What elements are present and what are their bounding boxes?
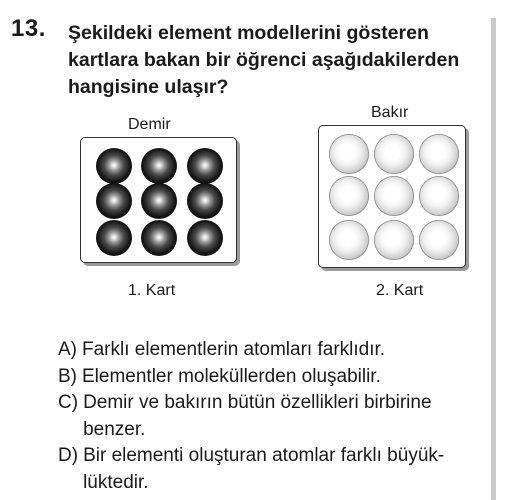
option-c[interactable] bbox=[58, 390, 488, 443]
iron-atom bbox=[141, 183, 177, 219]
copper-atom bbox=[374, 134, 414, 174]
card-1-caption: 1. Kart bbox=[128, 282, 176, 299]
iron-atom bbox=[187, 183, 223, 219]
copper-atom bbox=[419, 220, 459, 260]
option-letter: A) bbox=[58, 339, 77, 360]
iron-atom bbox=[96, 220, 132, 256]
card-2-caption: 2. Kart bbox=[376, 282, 424, 299]
question-stem: Şekildeki element modellerini gösteren kartlara bakan bir öğrenci aşağıdakilerden hangisine ulaşır? bbox=[68, 22, 460, 98]
copper-atom bbox=[374, 176, 414, 216]
iron-atom bbox=[141, 148, 177, 184]
option-a[interactable] bbox=[58, 337, 488, 364]
page-margin-rule bbox=[491, 18, 496, 500]
copper-atom bbox=[419, 176, 459, 216]
card-2-copper-model bbox=[318, 125, 466, 268]
copper-atom bbox=[329, 176, 369, 216]
copper-atom bbox=[329, 220, 369, 260]
answer-options bbox=[58, 337, 488, 496]
card-1-title: Demir bbox=[128, 116, 171, 133]
option-d[interactable] bbox=[58, 443, 488, 496]
option-letter: C) bbox=[58, 392, 79, 413]
card-1-iron-model bbox=[80, 137, 237, 263]
copper-atom bbox=[419, 134, 459, 174]
iron-atom bbox=[187, 148, 223, 184]
iron-atom bbox=[187, 220, 223, 256]
option-b[interactable] bbox=[58, 364, 488, 391]
iron-atom bbox=[96, 183, 132, 219]
option-text: Demir ve bakırın bütün özellikleri birbirine benzer. bbox=[83, 392, 432, 440]
option-text: Farklı elementlerin atomları farklıdır. bbox=[82, 339, 386, 360]
option-letter: B) bbox=[58, 365, 77, 387]
copper-atom bbox=[374, 220, 414, 260]
copper-atom bbox=[329, 134, 369, 174]
option-letter: D) bbox=[58, 445, 79, 466]
option-text: Bir elementi oluşturan atomlar farklı büyük-lüktedir. bbox=[83, 445, 445, 493]
card-2-title: Bakır bbox=[371, 104, 409, 121]
iron-atom bbox=[96, 148, 132, 184]
question-number: 13. bbox=[11, 15, 46, 42]
option-text: Elementler moleküllerden oluşabilir. bbox=[82, 365, 381, 387]
iron-atom bbox=[141, 220, 177, 256]
